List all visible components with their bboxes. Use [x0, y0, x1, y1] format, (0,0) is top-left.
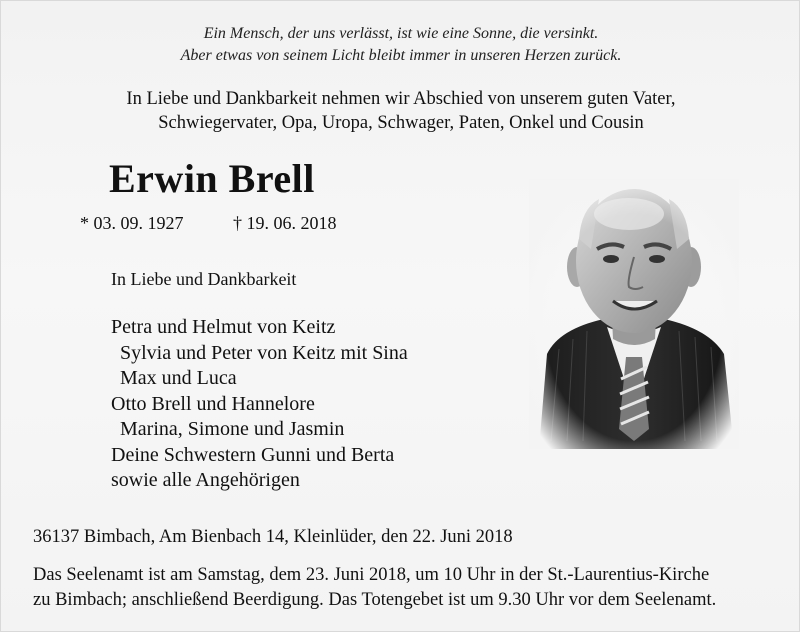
- mourner-line: Otto Brell und Hannelore: [111, 392, 315, 415]
- notice-line-2: zu Bimbach; anschließend Beerdigung. Das Totengebet ist um 9.30 Uhr vor dem Seelenamt.: [33, 590, 717, 610]
- portrait-photo: [529, 179, 739, 449]
- quote-line-2: Aber etwas von seinem Licht bleibt immer in unseren Herzen zurück.: [180, 47, 622, 64]
- farewell-intro: [1, 87, 800, 135]
- mourner-line: Sylvia und Peter von Keitz mit Sina: [120, 341, 408, 364]
- mourner-line: sowie alle Angehörigen: [111, 469, 300, 491]
- thanks-text: In Liebe und Dankbarkeit: [111, 269, 297, 289]
- mourner-line: Marina, Simone und Jasmin: [120, 418, 345, 440]
- notice-line-1: Das Seelenamt ist am Samstag, dem 23. Juni 2018, um 10 Uhr in der St.-Laurentius-Kirche: [33, 565, 710, 585]
- mourner-line: Petra und Helmut von Keitz: [111, 316, 336, 338]
- intro-line-2: Schwiegervater, Opa, Uropa, Schwager, Paten, Onkel und Cousin: [158, 113, 644, 133]
- death-date: † 19. 06. 2018: [233, 213, 337, 233]
- mourners-list: [111, 315, 408, 494]
- mourner-line: Max und Luca: [120, 367, 237, 389]
- quote-line-1: Ein Mensch, der uns verlässt, ist wie eine Sonne, die versinkt.: [203, 25, 599, 42]
- address-line: 36137 Bimbach, Am Bienbach 14, Kleinlüder, den 22. Juni 2018: [33, 527, 513, 547]
- memorial-quote: [1, 23, 800, 67]
- birth-date: * 03. 09. 1927: [80, 213, 184, 233]
- mourner-line: Deine Schwestern Gunni und Berta: [111, 443, 395, 466]
- intro-line-1: In Liebe und Dankbarkeit nehmen wir Abschied von unserem guten Vater,: [126, 89, 676, 109]
- deceased-name: Erwin Brell: [109, 156, 315, 201]
- service-notice: [33, 563, 778, 613]
